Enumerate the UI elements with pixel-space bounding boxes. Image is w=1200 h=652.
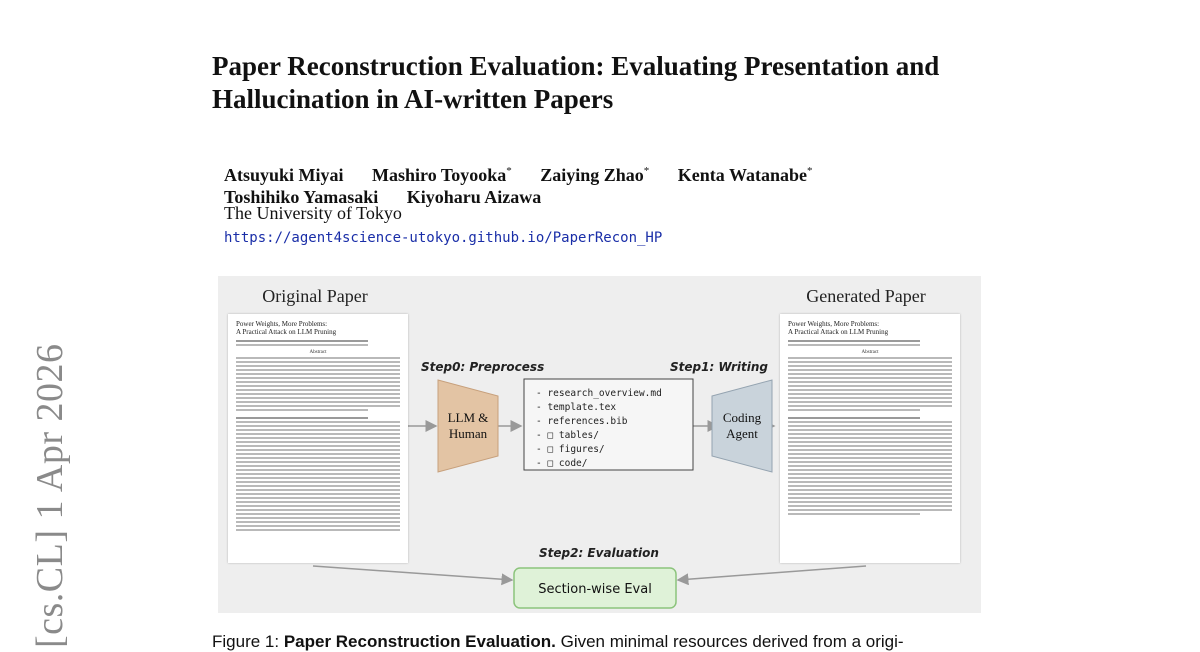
coding-agent-line2: Agent bbox=[726, 426, 758, 441]
figure-caption: Figure 1: Paper Reconstruction Evaluation. Given minimal resources derived from a origi- bbox=[212, 632, 904, 651]
folder-figures: - □ figures/ bbox=[536, 444, 605, 455]
original-thumb-abstract: Abstract bbox=[309, 350, 327, 355]
arrow-generated-to-eval bbox=[678, 566, 866, 580]
coding-agent-line1: Coding bbox=[722, 410, 762, 425]
file-template: - template.tex bbox=[536, 402, 617, 413]
generated-paper-thumbnail bbox=[780, 314, 960, 563]
step1-label: Step1: Writing bbox=[670, 360, 768, 374]
arxiv-side-stamp: [cs.CL] 1 Apr 2026 bbox=[29, 343, 71, 648]
author-3: Zaiying Zhao* bbox=[540, 165, 650, 185]
arrow-original-to-eval bbox=[313, 566, 512, 580]
figure-1 bbox=[218, 276, 981, 613]
original-paper-thumbnail bbox=[228, 314, 408, 563]
file-references: - references.bib bbox=[536, 416, 628, 427]
author-4: Kenta Watanabe* bbox=[677, 165, 813, 185]
step2-label: Step2: Evaluation bbox=[539, 546, 659, 560]
author-5: Toshihiko Yamasaki bbox=[224, 187, 379, 207]
folder-code: - □ code/ bbox=[536, 458, 588, 469]
folder-tables: - □ tables/ bbox=[536, 430, 599, 441]
file-research-overview: - research_overview.md bbox=[536, 388, 662, 399]
step0-label: Step0: Preprocess bbox=[421, 360, 545, 374]
llm-human-line2: Human bbox=[448, 426, 488, 441]
llm-human-line1: LLM & bbox=[447, 410, 489, 425]
author-2: Mashiro Toyooka* bbox=[372, 165, 512, 185]
author-1: Atsuyuki Miyai bbox=[224, 165, 344, 185]
paper-title: Paper Reconstruction Evaluation: Evaluating Presentation and Hallucination in AI-written Papers bbox=[212, 51, 940, 114]
section-wise-eval-label: Section-wise Eval bbox=[538, 582, 652, 597]
generated-paper-label: Generated Paper bbox=[806, 286, 926, 306]
original-thumb-title: Power Weights, More Problems: A Practical Attack on LLM Pruning bbox=[236, 320, 337, 336]
project-url-link[interactable]: https://agent4science-utokyo.github.io/PaperRecon_HP bbox=[224, 230, 663, 246]
author-6: Kiyoharu Aizawa bbox=[406, 187, 542, 207]
author-list bbox=[224, 160, 836, 208]
author-line-1 bbox=[224, 160, 836, 186]
affiliation: The University of Tokyo bbox=[224, 203, 402, 223]
generated-thumb-title: Power Weights, More Problems: A Practical Attack on LLM Pruning bbox=[788, 320, 889, 336]
original-paper-label: Original Paper bbox=[262, 286, 368, 306]
generated-thumb-abstract: Abstract bbox=[861, 350, 879, 355]
